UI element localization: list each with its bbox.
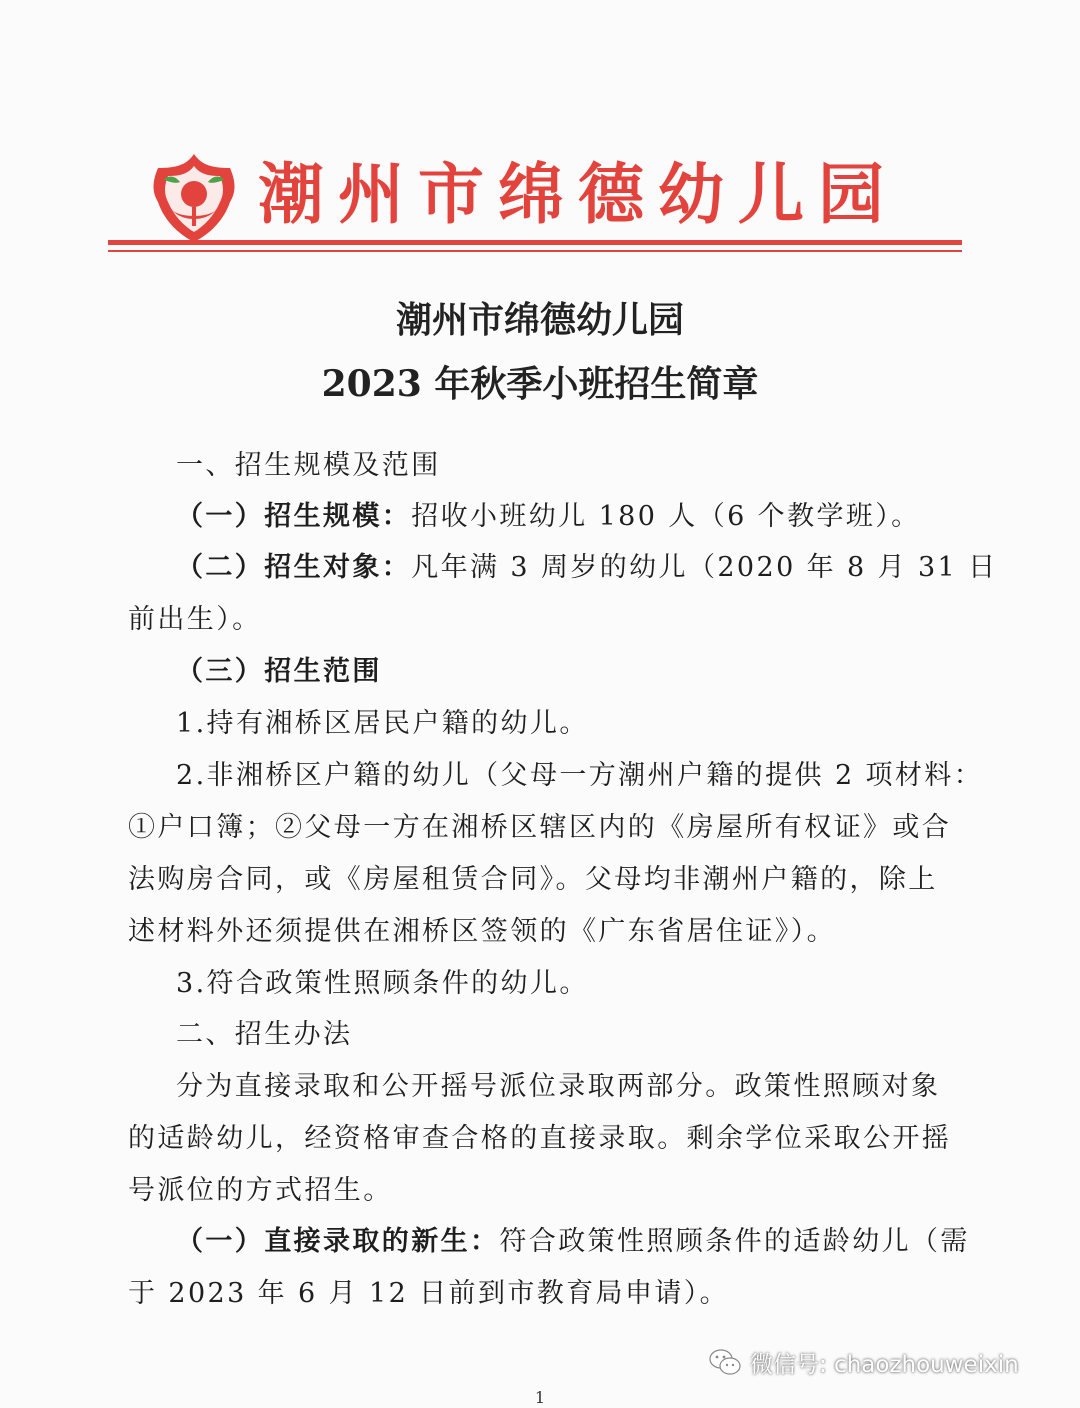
letterhead-rule-thick: [108, 240, 962, 245]
range-item-2-line2: ①户口簿；②父母一方在湘桥区辖区内的《房屋所有权证》或合: [128, 812, 952, 843]
document-title-line2: 2023 年秋季小班招生简章: [321, 363, 759, 405]
text-direct-admission-cont: 于 2023 年 6 月 12 日前到市教育局申请）。: [128, 1278, 730, 1309]
letterhead-rule-thin: [108, 250, 962, 252]
label-direct-admission: （一）直接录取的新生：: [176, 1226, 500, 1257]
label-enrollment-scale: （一）招生规模：: [176, 501, 412, 532]
range-item-2-line4: 述材料外还须提供在湘桥区签领的《广东省居住证》）。: [128, 916, 836, 947]
letterhead-org-name: 潮州市绵德幼儿园: [258, 156, 898, 233]
text-enrollment-target-cont: 前出生）。: [128, 604, 262, 635]
range-item-2-line3: 法购房合同，或《房屋租赁合同》。父母均非潮州户籍的，除上: [128, 864, 938, 895]
document-title-line1: 潮州市绵德幼儿园: [395, 299, 684, 341]
section-2-heading: 二、招生办法: [176, 1019, 353, 1050]
paragraph-enrollment-target: [176, 548, 998, 588]
range-item-1: 1.持有湘桥区居民户籍的幼儿。: [176, 708, 589, 739]
range-item-3: 3.符合政策性照顾条件的幼儿。: [176, 968, 589, 999]
admission-method-line2: 的适龄幼儿，经资格审查合格的直接录取。剩余学位采取公开摇: [128, 1123, 952, 1154]
text-enrollment-target: 凡年满 3 周岁的幼儿（2020 年 8 月 31 日: [411, 552, 998, 583]
admission-method-line3: 号派位的方式招生。: [128, 1175, 393, 1206]
text-enrollment-scale: 招收小班幼儿 180 人（6 个教学班）。: [411, 501, 921, 532]
watermark-text: 微信号: chaozhouweixin: [750, 1351, 1019, 1378]
wechat-watermark: [708, 1340, 1019, 1384]
label-enrollment-range: （三）招生范围: [176, 656, 382, 687]
section-1-heading: 一、招生规模及范围: [176, 450, 441, 481]
text-direct-admission: 符合政策性照顾条件的适龄幼儿（需: [499, 1226, 970, 1257]
page-number: 1: [534, 1388, 546, 1407]
paragraph-direct-admission: [176, 1222, 976, 1262]
wechat-icon: [708, 1347, 742, 1377]
range-item-2-line1: 2.非湘桥区户籍的幼儿（父母一方潮州户籍的提供 2 项材料：: [176, 760, 984, 791]
admission-method-line1: 分为直接录取和公开摇号派位录取两部分。政策性照顾对象: [176, 1071, 941, 1102]
label-enrollment-target: （二）招生对象：: [176, 552, 412, 583]
letterhead: [0, 140, 1080, 260]
kindergarten-logo-icon: [150, 152, 238, 244]
paragraph-enrollment-scale: [176, 497, 976, 537]
